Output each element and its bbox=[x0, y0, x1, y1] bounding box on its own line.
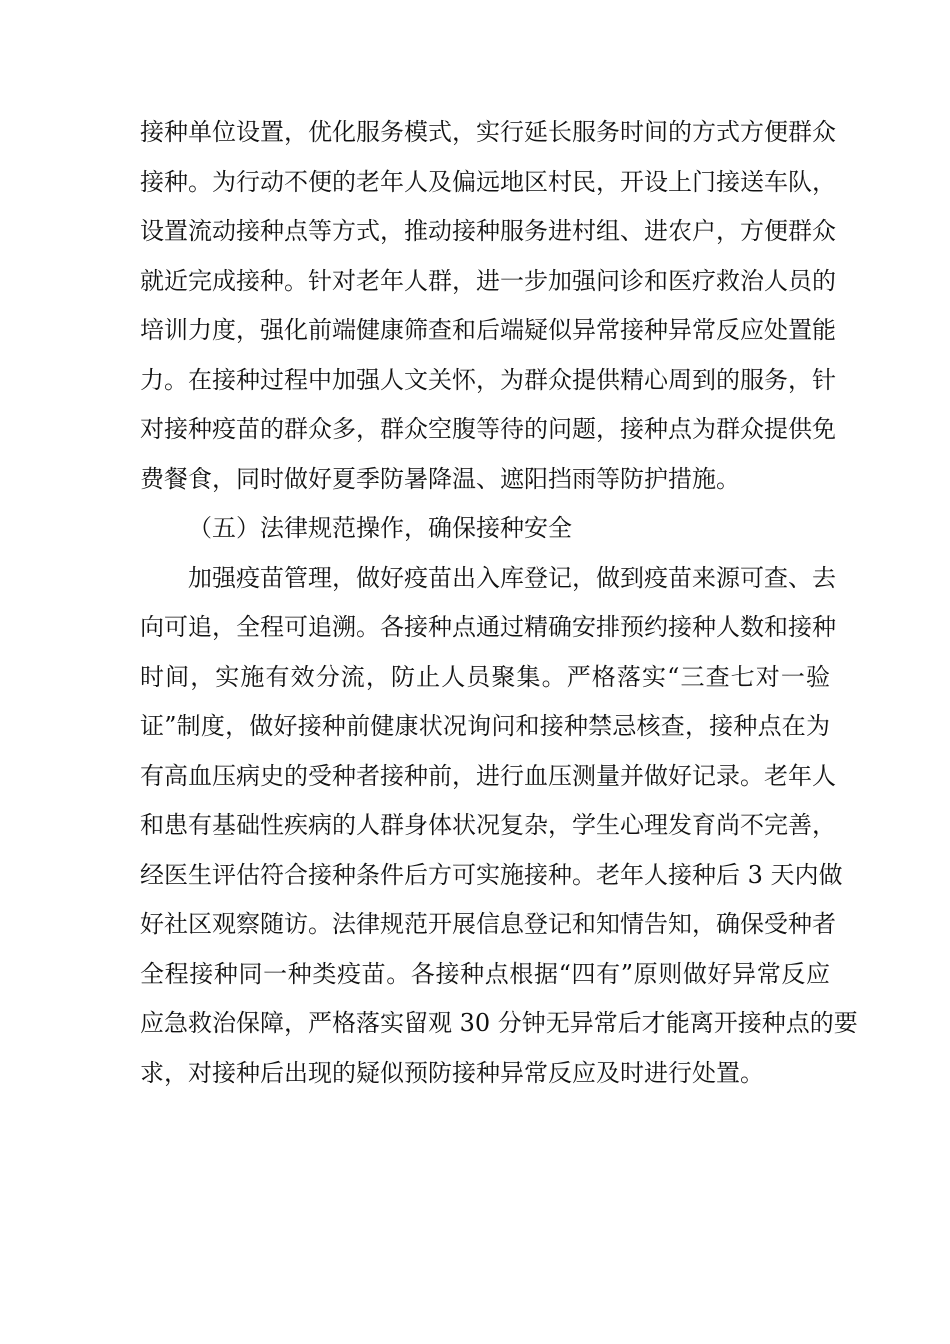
text-line: 有高血压病史的受种者接种前，进行血压测量并做好记录。老年人 bbox=[140, 761, 836, 790]
paragraph-vaccine-safety bbox=[140, 554, 858, 1099]
text-line: 培训力度，强化前端健康筛查和后端疑似异常接种异常反应处置能 bbox=[140, 316, 836, 344]
text-line: 全程接种同一种类疫苗。各接种点根据“四有”原则做好异常反应 bbox=[140, 959, 830, 988]
section-heading-5: （五）法律规范操作，确保接种安全 bbox=[188, 514, 572, 542]
text-line: 应急救治保障，严格落实留观 30 分钟无异常后才能离开接种点的要 bbox=[140, 1009, 858, 1037]
text-line: 接种单位设置，优化服务模式，实行延长服务时间的方式方便群众 bbox=[140, 118, 836, 146]
text-line: 接种。为行动不便的老年人及偏远地区村民，开设上门接送车队， bbox=[140, 167, 836, 196]
text-line: 就近完成接种。针对老年人群，进一步加强问诊和医疗救治人员的 bbox=[140, 266, 836, 295]
text-line: 向可追，全程可追溯。各接种点通过精确安排预约接种人数和接种 bbox=[140, 613, 836, 641]
text-line: 经医生评估符合接种条件后方可实施接种。老年人接种后 3 天内做 bbox=[140, 860, 843, 889]
text-line: 加强疫苗管理，做好疫苗出入库登记，做到疫苗来源可查、去 bbox=[188, 563, 836, 592]
text-line: 设置流动接种点等方式，推动接种服务进村组、进农户，方便群众 bbox=[140, 217, 836, 245]
text-line: 证”制度，做好接种前健康状况询问和接种禁忌核查，接种点在为 bbox=[140, 712, 830, 740]
paragraph-service-mode bbox=[140, 108, 836, 504]
text-line: 时间，实施有效分流，防止人员聚集。严格落实“三查七对一验 bbox=[140, 662, 830, 691]
text-line: 好社区观察随访。法律规范开展信息登记和知情告知，确保受种者 bbox=[140, 910, 836, 938]
text-line: 和患有基础性疾病的人群身体状况复杂，学生心理发育尚不完善， bbox=[140, 811, 836, 839]
document-body bbox=[140, 108, 858, 1098]
text-line: 费餐食，同时做好夏季防暑降温、遮阳挡雨等防护措施。 bbox=[140, 464, 740, 493]
text-line: 对接种疫苗的群众多，群众空腹等待的问题，接种点为群众提供免 bbox=[140, 415, 836, 443]
text-line: 求，对接种后出现的疑似预防接种异常反应及时进行处置。 bbox=[140, 1058, 764, 1087]
text-line: 力。在接种过程中加强人文关怀，为群众提供精心周到的服务，针 bbox=[140, 365, 836, 394]
